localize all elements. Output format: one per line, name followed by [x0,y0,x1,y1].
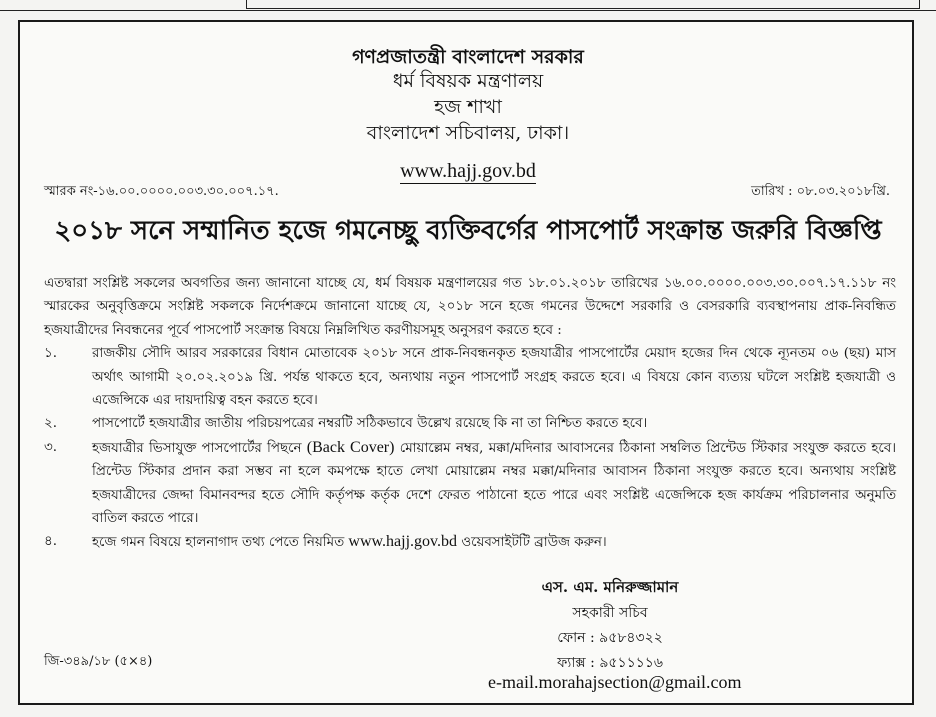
item-text-pre: হজে গমন বিষয়ে হালনাগাদ তথ্য পেতে নিয়মিত [92,535,349,551]
list-item [44,342,896,412]
notice-body [44,272,896,555]
section-name: হজ শাখা [434,96,502,118]
list-item [44,530,896,554]
notice-title: ২০১৮ সনে সম্মানিত হজে গমনেচ্ছু ব্যক্তিবর্গের পাসপোর্ট সংক্রান্ত জরুরি বিজ্ঞপ্তি [54,216,882,246]
signatory-phone: ফোন : ৯৫৮৪৩২২ [557,630,663,646]
item-text: পাসপোর্টে হজযাত্রীর জাতীয় পরিচয়পত্রের নম্বরটি সঠিকভাবে উল্লেখ রয়েছে কি না তা নিশ্চিত করতে হবে। [92,416,648,432]
item-text-post: ওয়েবসাইটটি ব্রাউজ করুন। [456,535,607,551]
notice-date: তারিখ : ০৮.০৩.২০১৮খ্রি. [751,184,890,199]
previous-page-box [246,0,920,9]
item-number: ১. [44,346,57,362]
government-name: গণপ্রজাতন্ত্রী বাংলাদেশ সরকার [352,46,584,68]
memo-number: স্মারক নং-১৬.০০.০০০০.০০৩.৩০.০০৭.১৭. [44,184,279,199]
back-cover-term: (Back Cover) [306,438,395,456]
previous-page-edge [0,0,936,14]
item-text [92,530,896,554]
signatory-email[interactable]: e-mail.morahajsection@gmail.com [488,672,742,692]
website-inline-link[interactable]: www.hajj.gov.bd [348,533,457,551]
notice-frame [18,20,914,705]
intro-paragraph: এতদ্বারা সংশ্লিষ্ট সকলের অবগতির জন্য জানানো যাচ্ছে যে, ধর্ম বিষয়ক মন্ত্রণালয়ের গত ১৮.০১.২০১৮ তারিখের ১৬.০০.০০০০.০০৩.৩০.০০৭.১৭.১১৮ নং স্মারকের অনুবৃত্তিক্রমে সংশ্লিষ্ট সকলকে নির্দেশক্রমে জানানো যাচ্ছে যে, ২০১৮ সনে হজে গমনের উদ্দেশে সরকারি ও বেসরকারি ব্যবস্থাপনায় প্রাক-নিবন্ধিত হজযাত্রীদের নিবন্ধনের পূর্বে পাসপোর্ট সংক্রান্ত বিষয়ে নিম্নলিখিত করণীয়সমূহ অনুসরণ করতে হবে : [44,276,896,338]
item-text: রাজকীয় সৌদি আরব সরকারের বিধান মোতাবেক ২০১৮ সনে প্রাক-নিবন্ধনকৃত হজযাত্রীর পাসপোর্টের মেয়াদ হজের দিন থেকে ন্যূনতম ০৬ (ছয়) মাস অর্থাৎ আগামী ২০.০২.২০১৯ খ্রি. পর্যন্ত থাকতে হবে, অন্যথায় নতুন পাসপোর্ট সংগ্রহ করতে হবে। এ বিষয়ে কোন ব্যত্যয় ঘটলে সংশ্লিষ্ট হজযাত্রী ও এজেন্সিকে এর দায়দায়িত্ব বহন করতে হবে। [92,346,896,409]
item-text [92,436,896,531]
item-text-post: মোয়াল্লেম নম্বর, মক্কা/মদিনার আবাসনের ঠিকানা সম্বলিত প্রিন্টেড স্টিকার সংযুক্ত করতে হবে। প্রিন্টেড স্টিকার প্রদান করা সম্ভব না হলে কমপক্ষে হাতে লেখা মোয়াল্লেম নম্বর মক্কা/মদিনার আবাসন ঠিকানা সংযুক্ত করতে হবে। অন্যথায় সংশ্লিষ্ট হজযাত্রীদের জেদ্দা বিমানবন্দর হতে সৌদি কর্তৃপক্ষ কর্তৃক দেশে ফেরত পাঠানো হতে পারে এবং সংশ্লিষ্ট এজেন্সিকে হজ কার্যক্রম পরিচালনার অনুমতি বাতিল করতে পারে। [92,440,897,527]
item-text-pre: হজযাত্রীর ভিসাযুক্ত পাসপোর্টের পিছনে [92,440,307,456]
signatory-designation: সহকারী সচিব [572,605,648,621]
list-item [44,412,896,435]
website-link[interactable]: www.hajj.gov.bd [400,160,536,182]
signatory-name: এস. এম. মনিরুজ্জামান [541,578,679,596]
item-number: ২. [44,416,57,432]
website-heading [20,160,916,183]
item-number: ৪. [44,534,57,550]
signatory-fax: ফ্যাক্স : ৯৫১১১১৬ [557,655,663,671]
ministry-name: ধর্ম বিষয়ক মন্ত্রণালয় [392,70,544,92]
reference-code: জি-৩৪৯/১৮ (৫×৪) [44,654,153,669]
office-address: বাংলাদেশ সচিবালয়, ঢাকা। [366,122,570,144]
list-item [44,436,896,531]
item-number: ৩. [44,439,57,455]
